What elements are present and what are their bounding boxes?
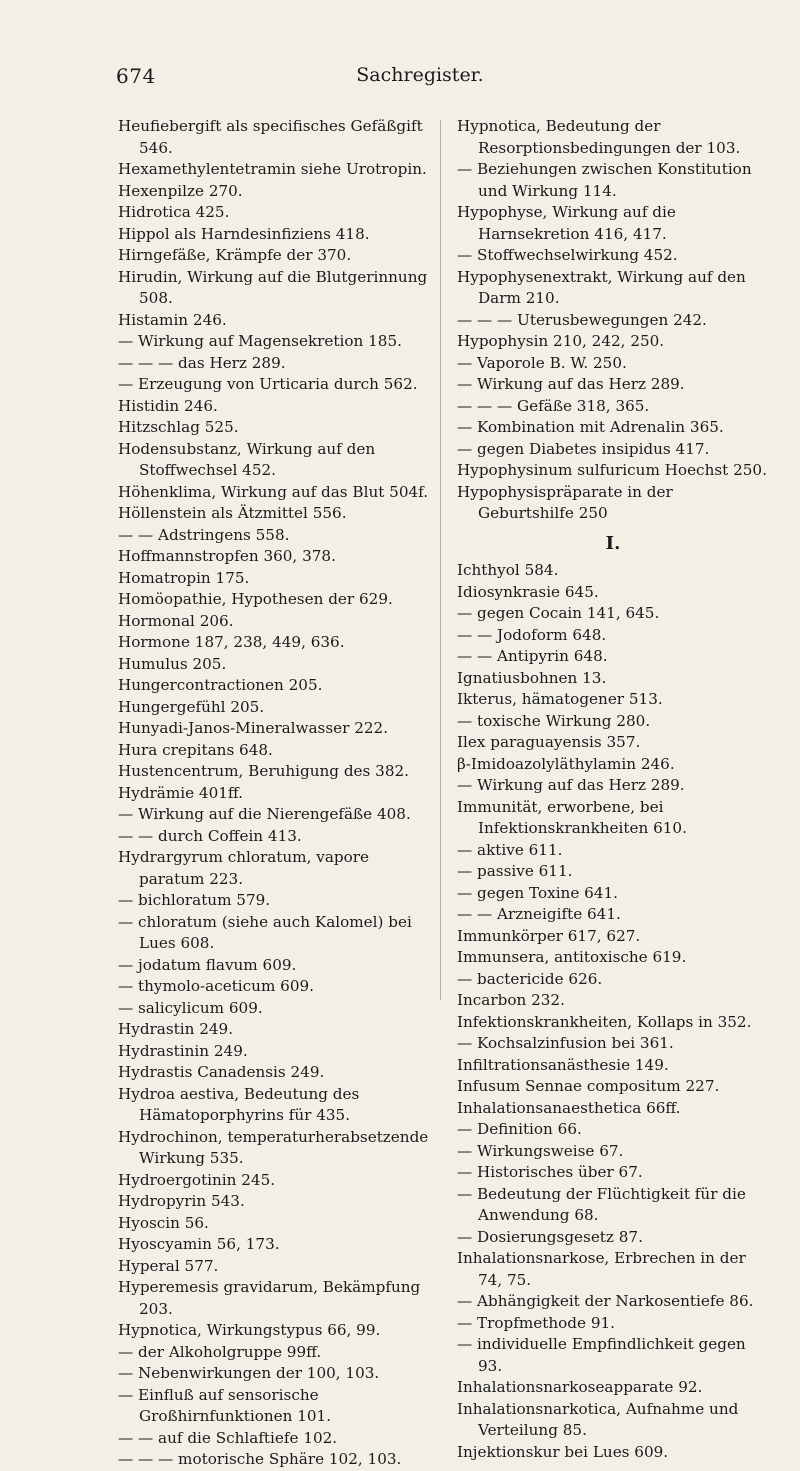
index-entry: Inhalationsnarkoseapparate 92. xyxy=(457,1378,703,1396)
index-entry: Hura crepitans 648. xyxy=(118,740,273,759)
index-entry: — individuelle Empfindlichkeit gegen 93. xyxy=(457,1335,746,1375)
index-entry: Homatropin 175. xyxy=(118,568,250,587)
index-entry: Höllenstein als Ätzmittel 556. xyxy=(118,504,347,522)
index-entry: Humulus 205. xyxy=(118,654,227,673)
index-entry: Idiosynkrasie 645. xyxy=(457,582,599,601)
index-entry: — Kochsalzinfusion bei 361. xyxy=(457,1034,674,1052)
index-entry: — salicylicum 609. xyxy=(118,998,263,1017)
index-entry: Hexamethylentetramin siehe Urotropin. xyxy=(118,160,427,178)
index-entry: — — Adstringens 558. xyxy=(118,525,290,544)
index-entry: — bichloratum 579. xyxy=(118,891,271,909)
index-entries-i xyxy=(457,560,769,1463)
index-entry: — Historisches über 67. xyxy=(457,1163,643,1181)
index-entry: β-Imidoazolyläthylamin 246. xyxy=(457,754,675,773)
running-title: Sachregister. xyxy=(356,64,484,86)
index-entry: Hippol als Harndesinfiziens 418. xyxy=(118,224,370,243)
index-entry: Hexenpilze 270. xyxy=(118,181,243,200)
index-entry: Inhalationsnarkose, Erbrechen in der 74, 75. xyxy=(457,1249,746,1289)
index-entry: — — auf die Schlaftiefe 102. xyxy=(118,1428,338,1447)
index-entry: Hyperemesis gravidarum, Bekämpfung 203. xyxy=(118,1278,421,1318)
index-entry: — Wirkung auf das Herz 289. xyxy=(457,776,685,794)
index-entry: Immunität, erworbene, bei Infektionskrankheiten 610. xyxy=(457,797,687,837)
index-entry: Immunsera, antitoxische 619. xyxy=(457,948,687,966)
index-entry: Incarbon 232. xyxy=(457,991,565,1009)
index-entry: — Erzeugung von Urticaria durch 562. xyxy=(118,375,418,393)
index-entry: — — — das Herz 289. xyxy=(118,353,286,372)
index-entry: Hydroa aestiva, Bedeutung des Hämatoporphyrins für 435. xyxy=(118,1084,360,1124)
index-entry: Hungergefühl 205. xyxy=(118,697,265,716)
index-column-right xyxy=(457,116,769,1463)
index-entry: — — Jodoform 648. xyxy=(457,625,607,644)
index-entry: — Tropfmethode 91. xyxy=(457,1313,616,1332)
index-entry: — Wirkungsweise 67. xyxy=(457,1141,624,1160)
index-entry: — Beziehungen zwischen Konstitution und Wirkung 114. xyxy=(457,160,752,200)
index-entry: Infiltrationsanästhesie 149. xyxy=(457,1055,669,1074)
index-entry: Hydrastin 249. xyxy=(118,1020,234,1038)
index-entry: — Einfluß auf sensorische Großhirnfunktionen 101. xyxy=(118,1385,332,1425)
index-entry: Hormonal 206. xyxy=(118,611,234,630)
index-entry: Injektionskur bei Lues 609. xyxy=(457,1442,669,1461)
index-entry: Hypnotica, Bedeutung der Resorptionsbedingungen der 103. xyxy=(457,117,741,157)
index-entry: Hydrastinin 249. xyxy=(118,1041,248,1060)
index-entry: — Wirkung auf das Herz 289. xyxy=(457,375,685,393)
index-entry: — — durch Coffein 413. xyxy=(118,826,302,845)
index-entry: Infusum Sennae compositum 227. xyxy=(457,1077,720,1095)
index-entry: Histidin 246. xyxy=(118,396,218,415)
index-entry: Hypophysin 210, 242, 250. xyxy=(457,332,665,350)
index-entry: — bactericide 626. xyxy=(457,969,603,988)
index-entry: — gegen Diabetes insipidus 417. xyxy=(457,439,710,458)
index-entry: Hirudin, Wirkung auf die Blutgerinnung 508. xyxy=(118,267,428,307)
index-entry: Ichthyol 584. xyxy=(457,561,559,579)
index-entry: Höhenklima, Wirkung auf das Blut 504f. xyxy=(118,482,429,501)
index-entry: Ikterus, hämatogener 513. xyxy=(457,690,663,708)
index-entry: — jodatum flavum 609. xyxy=(118,955,297,974)
index-entry: Hoffmannstropfen 360, 378. xyxy=(118,547,336,565)
index-entries-h xyxy=(457,116,769,525)
index-entry: Infektionskrankheiten, Kollaps in 352. xyxy=(457,1012,752,1031)
index-entry: — aktive 611. xyxy=(457,840,563,859)
index-entry: — der Alkoholgruppe 99ff. xyxy=(118,1342,322,1361)
index-entry: — Definition 66. xyxy=(457,1120,582,1138)
index-entry: — Dosierungsgesetz 87. xyxy=(457,1227,643,1246)
index-entry: — Abhängigkeit der Narkosentiefe 86. xyxy=(457,1292,754,1310)
index-entry: Hodensubstanz, Wirkung auf den Stoffwechsel 452. xyxy=(118,439,376,479)
index-entry: Hypnotica, Wirkungstypus 66, 99. xyxy=(118,1321,381,1339)
index-entry: Hypophysenextrakt, Wirkung auf den Darm 210. xyxy=(457,267,746,307)
index-entry: Hungercontractionen 205. xyxy=(118,676,323,694)
index-entry: — Kombination mit Adrenalin 365. xyxy=(457,418,724,436)
index-entry: Hyoscyamin 56, 173. xyxy=(118,1235,280,1253)
index-entry: Hunyadi-Janos-Mineralwasser 222. xyxy=(118,719,389,737)
index-entry: — Stoffwechselwirkung 452. xyxy=(457,246,678,264)
index-entry: Inhalationsanaesthetica 66ff. xyxy=(457,1098,681,1117)
index-entry: Immunkörper 617, 627. xyxy=(457,926,641,945)
index-entry: Histamin 246. xyxy=(118,310,227,329)
index-entry: Hydrastis Canadensis 249. xyxy=(118,1063,325,1081)
page-number: 674 xyxy=(116,64,156,88)
index-entry: Hydrämie 401ff. xyxy=(118,783,243,802)
index-entry: — Wirkung auf Magensekretion 185. xyxy=(118,332,402,350)
index-entry: — — — Gefäße 318, 365. xyxy=(457,396,650,415)
index-entry: — gegen Cocain 141, 645. xyxy=(457,604,660,622)
index-entry: Hitzschlag 525. xyxy=(118,418,239,436)
index-entry: — — — Uterusbewegungen 242. xyxy=(457,310,707,329)
index-entry: Inhalationsnarkotica, Aufnahme und Verteilung 85. xyxy=(457,1399,739,1439)
index-entry: — toxische Wirkung 280. xyxy=(457,711,651,730)
index-entry: — — — motorische Sphäre 102, 103. xyxy=(118,1450,402,1468)
index-entry: — chloratum (siehe auch Kalomel) bei Lues 608. xyxy=(118,912,412,952)
index-entry: Hustencentrum, Beruhigung des 382. xyxy=(118,762,409,780)
index-entry: — Nebenwirkungen der 100, 103. xyxy=(118,1364,380,1382)
index-entry: Hypophyse, Wirkung auf die Harnsekretion 416, 417. xyxy=(457,203,676,243)
index-entry: Homöopathie, Hypothesen der 629. xyxy=(118,590,393,608)
index-entry: Hypophysispräparate in der Geburtshilfe 250 xyxy=(457,482,673,522)
index-entry: Hidrotica 425. xyxy=(118,203,230,221)
index-entry: Hypophysinum sulfuricum Hoechst 250. xyxy=(457,461,767,479)
index-entry: — passive 611. xyxy=(457,862,573,880)
index-entry: Hydrochinon, temperaturherabsetzende Wirkung 535. xyxy=(118,1127,429,1167)
index-entry: — gegen Toxine 641. xyxy=(457,883,618,902)
index-entry: Ilex paraguayensis 357. xyxy=(457,733,641,751)
index-entry: — Wirkung auf die Nierengefäße 408. xyxy=(118,805,411,823)
index-entry: — Vaporole B. W. 250. xyxy=(457,353,627,372)
section-letter: I. xyxy=(605,532,621,554)
index-entry: Hydropyrin 543. xyxy=(118,1192,245,1210)
index-entry: Hydroergotinin 245. xyxy=(118,1170,276,1189)
index-entry: Hyperal 577. xyxy=(118,1256,219,1275)
column-divider xyxy=(440,120,441,1000)
index-entry: Hormone 187, 238, 449, 636. xyxy=(118,633,345,651)
index-entry: — — Antipyrin 648. xyxy=(457,647,608,665)
index-column-left xyxy=(118,116,430,1471)
index-entry: Hydrargyrum chloratum, vapore paratum 223. xyxy=(118,848,369,888)
index-entry: Ignatiusbohnen 13. xyxy=(457,668,607,687)
index-entry: Heufiebergift als specifisches Gefäßgift 546. xyxy=(118,117,423,157)
index-entry: — Bedeutung der Flüchtigkeit für die Anwendung 68. xyxy=(457,1184,746,1224)
index-entry: — — Arzneigifte 641. xyxy=(457,905,621,923)
index-entry: Hyoscin 56. xyxy=(118,1213,209,1232)
index-entry: — thymolo-aceticum 609. xyxy=(118,977,314,995)
index-entry: Hirngefäße, Krämpfe der 370. xyxy=(118,246,352,264)
